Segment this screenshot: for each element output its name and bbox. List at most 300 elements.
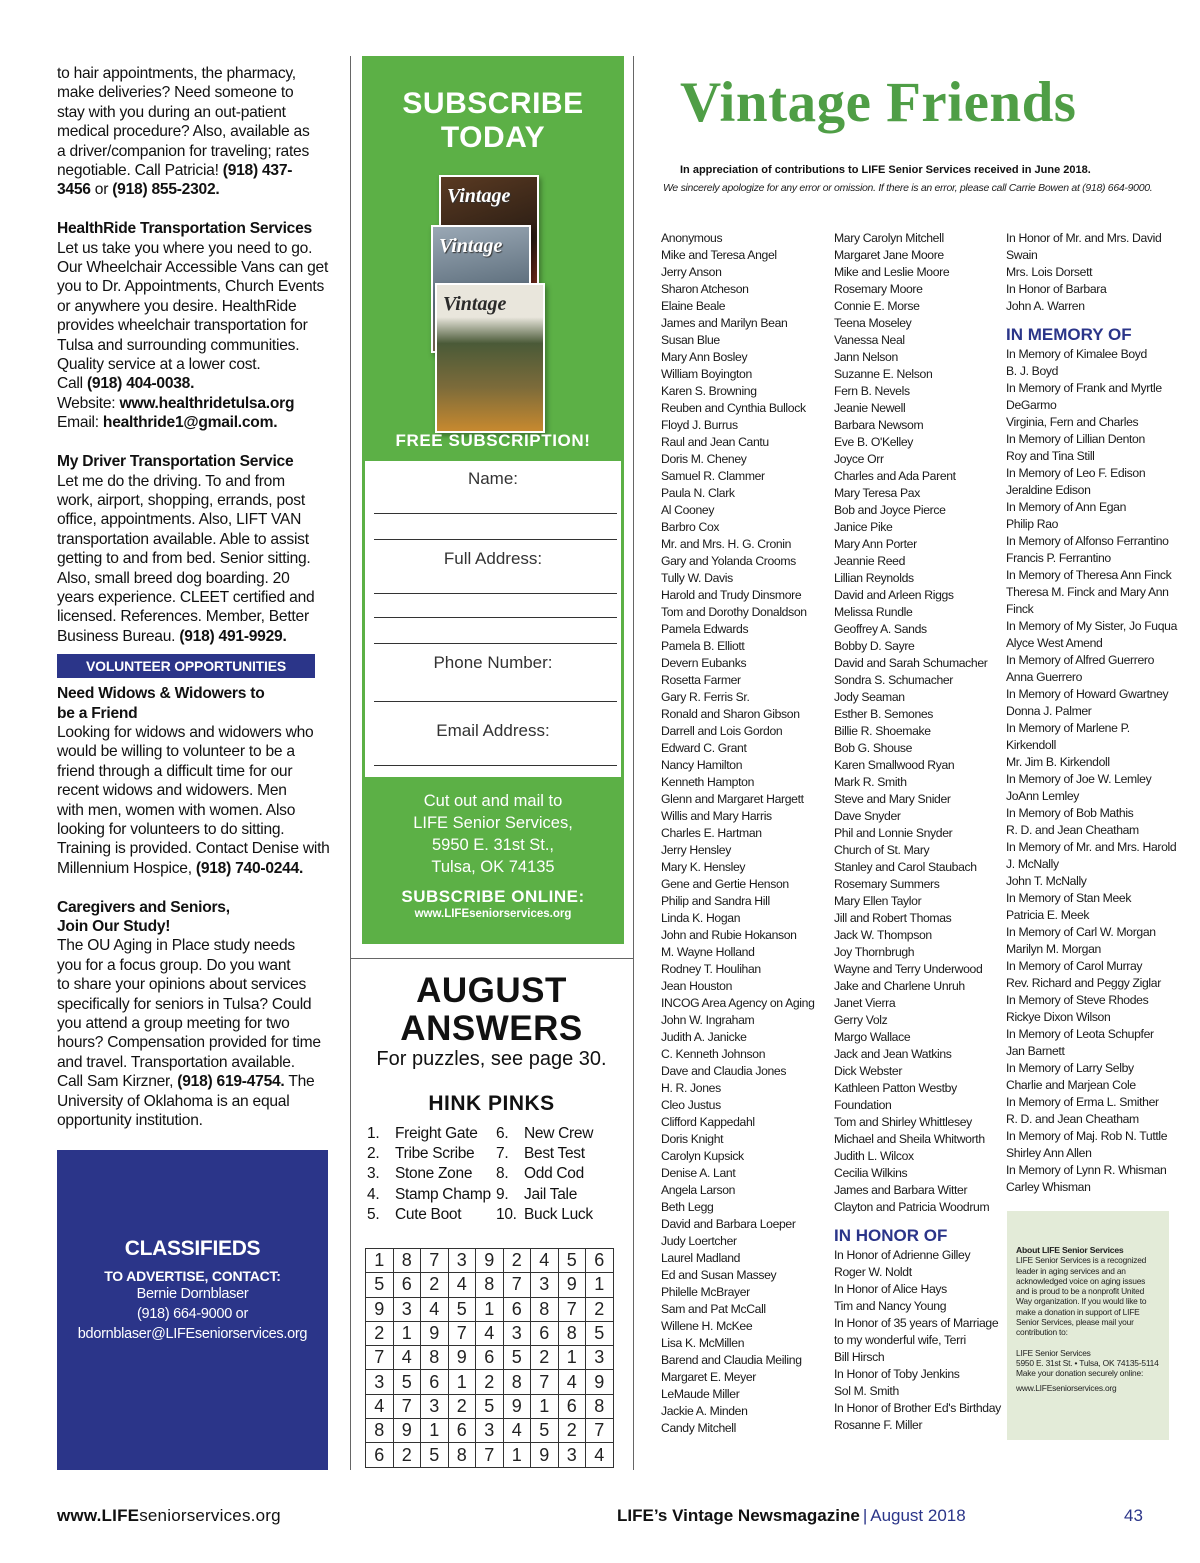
hink-pinks-column (367, 1124, 491, 1225)
memory-entry: R. D. and Jean Cheatham (1006, 823, 1139, 837)
honor-entry: In Honor of Toby Jenkins (834, 1367, 960, 1381)
sudoku-cell: 6 (393, 1273, 421, 1297)
hink-number: 3. (367, 1165, 380, 1183)
sudoku-cell: 8 (476, 1273, 504, 1297)
sudoku-cell: 1 (366, 1249, 394, 1273)
sudoku-cell: 4 (448, 1273, 476, 1297)
hink-answer (496, 1185, 593, 1205)
hink-number: 8. (496, 1165, 509, 1183)
memory-entry: In Memory of My Sister, Jo Fuqua (1006, 619, 1177, 633)
mail-address (365, 790, 621, 878)
hink-number: 4. (367, 1185, 380, 1203)
study-listing (57, 898, 332, 1131)
donor-name: John W. Ingraham (661, 1013, 755, 1027)
memory-entry: In Memory of Marlene P. (1006, 721, 1130, 735)
donor-name: John and Rubie Hokanson (661, 928, 797, 942)
memory-entry: Finck (1006, 602, 1034, 616)
sudoku-cell: 2 (393, 1443, 421, 1467)
sudoku-cell: 3 (448, 1249, 476, 1273)
donor-name: Margaret Jane Moore (834, 248, 944, 262)
healthride-email-label: Email: (57, 414, 103, 432)
memory-entry: In Memory of Howard Gwartney (1006, 687, 1169, 701)
donor-name: Rosetta Farmer (661, 673, 741, 687)
sudoku-cell: 3 (393, 1297, 421, 1321)
sudoku-cell: 5 (366, 1273, 394, 1297)
sudoku-cell: 2 (366, 1321, 394, 1345)
donor-name: Doris Knight (661, 1132, 724, 1146)
sudoku-cell: 5 (421, 1443, 449, 1467)
donor-name: Sondra S. Schumacher (834, 673, 954, 687)
sudoku-cell: 2 (448, 1394, 476, 1418)
honor-entry: Rosanne F. Miller (834, 1418, 923, 1432)
sudoku-cell: 1 (558, 1346, 586, 1370)
sudoku-cell: 8 (448, 1443, 476, 1467)
answers-title-line: ANSWERS (400, 1009, 583, 1048)
sudoku-cell: 1 (503, 1443, 531, 1467)
memory-entry: Patricia E. Meek (1006, 908, 1090, 922)
sudoku-cell: 8 (503, 1370, 531, 1394)
sudoku-cell: 1 (448, 1370, 476, 1394)
donor-name: Kathleen Patton Westby (834, 1081, 957, 1095)
donor-name: Joy Thornbrugh (834, 945, 915, 959)
donor-name: Dave and Claudia Jones (661, 1064, 787, 1078)
healthride-email-link[interactable]: healthride1@gmail.com. (102, 414, 278, 432)
memory-entry: In Memory of Theresa Ann Finck (1006, 568, 1172, 582)
donor-name: Darrell and Lois Gordon (661, 724, 783, 738)
mydriver-line: work, airport, shopping, errands, post (57, 491, 305, 509)
donor-name: Mary Ann Porter (834, 537, 917, 551)
widows-listing (57, 684, 332, 878)
about-line: and is proud to be a nonprofit United (1016, 1286, 1145, 1297)
donor-name: Jake and Charlene Unruh (834, 979, 965, 993)
mydriver-line: licensed. References. Member, Better (57, 608, 309, 626)
sudoku-cell: 4 (531, 1249, 559, 1273)
donor-name: Reuben and Cynthia Bullock (661, 401, 806, 415)
memory-entry: In Memory of Leota Schupfer (1006, 1027, 1154, 1041)
donor-name: Beth Legg (661, 1200, 714, 1214)
donor-name: Al Cooney (661, 503, 715, 517)
hink-number: 7. (496, 1145, 509, 1163)
memory-entry: DeGarmo (1006, 398, 1057, 412)
sudoku-cell: 6 (503, 1297, 531, 1321)
donor-name: Sam and Pat McCall (661, 1302, 766, 1316)
donor-name: David and Barbara Loeper (661, 1217, 796, 1231)
hink-text: Tribe Scribe (395, 1145, 475, 1163)
healthride-line: or anywhere you desire. HealthRide (57, 297, 297, 315)
name-field-line[interactable] (374, 539, 617, 540)
donor-name: Bob and Joyce Pierce (834, 503, 946, 517)
footer-masthead (617, 1506, 966, 1526)
sudoku-cell: 4 (366, 1394, 394, 1418)
memory-entry: Rickye Dixon Wilson (1006, 1010, 1111, 1024)
sudoku-cell: 7 (421, 1249, 449, 1273)
magazine-title: Vintage (443, 293, 507, 315)
donor-name: Kenneth Hampton (661, 775, 754, 789)
donor-name: Billie R. Shoemake (834, 724, 931, 738)
donor-name: Gene and Gertie Henson (661, 877, 789, 891)
donor-name: David and Arleen Riggs (834, 588, 954, 602)
mydriver-listing (57, 452, 332, 646)
subscribe-card (362, 56, 624, 944)
honor-entry: Bill Hirsch (834, 1350, 885, 1364)
donor-name: Stanley and Carol Staubach (834, 860, 977, 874)
donor-name: Margaret E. Meyer (661, 1370, 756, 1384)
intro-line: make deliveries? Need someone to (57, 84, 294, 102)
donor-column (834, 230, 1001, 1434)
donor-name: Janice Pike (834, 520, 893, 534)
honor-entry: In Honor of Alice Hays (834, 1282, 947, 1296)
classifieds-email-link[interactable]: bdornblaser@LIFEseniorservices.org (77, 1326, 308, 1342)
memory-entry: In Memory of Steve Rhodes (1006, 993, 1149, 1007)
magazine-covers (423, 175, 573, 445)
memory-entry: JoAnn Lemley (1006, 789, 1080, 803)
donor-name: Tom and Dorothy Donaldson (661, 605, 807, 619)
honor-entry: In Honor of Mr. and Mrs. David (1006, 231, 1162, 245)
hink-answer (367, 1205, 491, 1225)
study-line: hours? Compensation provided for time (57, 1034, 321, 1052)
donor-name: Mr. and Mrs. H. G. Cronin (661, 537, 792, 551)
donor-name: Samuel R. Clammer (661, 469, 765, 483)
donor-name: Elaine Beale (661, 299, 726, 313)
donor-name: Jack and Jean Watkins (834, 1047, 952, 1061)
memory-entry: In Memory of Carl W. Morgan (1006, 925, 1156, 939)
donor-name: Rodney T. Houlihan (661, 962, 761, 976)
memory-entry: In Memory of Leo F. Edison (1006, 466, 1146, 480)
sudoku-cell: 9 (503, 1394, 531, 1418)
address-field-line[interactable] (374, 617, 617, 618)
about-address-line: Make your donation securely online: (1016, 1368, 1144, 1379)
donor-name: Clayton and Patricia Woodrum (834, 1200, 990, 1214)
footer-url-bold: www.LIFE (57, 1506, 140, 1525)
donor-name: Jerry Anson (661, 265, 722, 279)
sudoku-cell: 2 (503, 1249, 531, 1273)
honor-entry: Sol M. Smith (834, 1384, 899, 1398)
honor-entry: Roger W. Noldt (834, 1265, 912, 1279)
donor-name: Sharon Atcheson (661, 282, 749, 296)
donor-name: Geoffrey A. Sands (834, 622, 927, 636)
donor-name: Gary and Yolanda Crooms (661, 554, 796, 568)
sudoku-cell: 1 (476, 1297, 504, 1321)
donor-name: David and Sarah Schumacher (834, 656, 988, 670)
sudoku-cell: 5 (448, 1297, 476, 1321)
donor-name: James and Barbara Witter (834, 1183, 968, 1197)
about-title: About LIFE Senior Services (1016, 1245, 1124, 1255)
donor-name: Harold and Trudy Dinsmore (661, 588, 802, 602)
study-phone: (918) 619-4754. (177, 1073, 285, 1091)
memory-entry: In Memory of Maj. Rob N. Tuttle (1006, 1129, 1168, 1143)
sudoku-cell: 1 (393, 1321, 421, 1345)
address-field-line[interactable] (374, 643, 617, 644)
donor-name: Jackie A. Minden (661, 1404, 748, 1418)
donor-name: Phil and Lonnie Snyder (834, 826, 953, 840)
name-field[interactable] (374, 513, 617, 514)
donor-name: Lillian Reynolds (834, 571, 914, 585)
donor-name: Jerry Hensley (661, 843, 731, 857)
healthride-call-label: Call (57, 375, 87, 393)
sudoku-cell: 9 (531, 1443, 559, 1467)
donor-name: Rosemary Summers (834, 877, 940, 891)
sudoku-cell: 3 (366, 1370, 394, 1394)
donor-name: Mike and Teresa Angel (661, 248, 777, 262)
sudoku-cell: 8 (366, 1419, 394, 1443)
honor-entry: John A. Warren (1006, 299, 1085, 313)
mydriver-line: office, appointments. Also, LIFT VAN (57, 511, 302, 529)
memory-entry: In Memory of Mr. and Mrs. Harold (1006, 840, 1177, 854)
sudoku-cell: 2 (558, 1419, 586, 1443)
sudoku-cell: 3 (476, 1419, 504, 1443)
donor-name: Michael and Sheila Whitworth (834, 1132, 985, 1146)
donor-name: Mary Carolyn Mitchell (834, 231, 944, 245)
donor-name: Paula N. Clark (661, 486, 735, 500)
donor-name: Vanessa Neal (834, 333, 905, 347)
donor-name: William Boyington (661, 367, 752, 381)
intro-phone-2: (918) 855-2302. (112, 181, 220, 199)
hink-number: 5. (367, 1205, 380, 1223)
honor-entry: In Honor of Adrienne Gilley (834, 1248, 971, 1262)
healthride-website-link[interactable]: www.healthridetulsa.org (119, 394, 295, 412)
memory-entry: In Memory of Alfonso Ferrantino (1006, 534, 1169, 548)
subscribe-footer (365, 777, 621, 941)
memory-entry: In Memory of Alfred Guerrero (1006, 653, 1155, 667)
memory-entry: In Memory of Frank and Myrtle (1006, 381, 1162, 395)
mydriver-line: Business Bureau. (57, 627, 180, 645)
sudoku-cell: 4 (558, 1370, 586, 1394)
intro-paragraph (57, 64, 332, 200)
email-field[interactable] (374, 765, 617, 766)
donor-name: Floyd J. Burrus (661, 418, 738, 432)
study-heading: Caregivers and Seniors, (57, 898, 230, 916)
healthride-line: Let us take you where you need to go. (57, 239, 313, 257)
about-line: Way organization. If you would like to (1016, 1296, 1147, 1307)
donor-name: Tom and Shirley Whittlesey (834, 1115, 972, 1129)
widows-line: Training is provided. Contact Denise with (57, 840, 330, 858)
sudoku-cell: 1 (531, 1394, 559, 1418)
about-box (1007, 1211, 1169, 1440)
donor-name: Jack W. Thompson (834, 928, 932, 942)
study-line: Call Sam Kirzner, (57, 1073, 178, 1091)
donor-name: James and Marilyn Bean (661, 316, 788, 330)
subscribe-title-line: TODAY (440, 121, 546, 154)
subscribe-url-link[interactable]: www.LIFEseniorservices.org (414, 908, 572, 920)
sudoku-cell: 8 (558, 1321, 586, 1345)
healthride-line: Our Wheelchair Accessible Vans can get (57, 259, 329, 277)
hink-text: Odd Cod (524, 1165, 584, 1183)
donor-name: Barbara Newsom (834, 418, 924, 432)
sudoku-cell: 3 (558, 1443, 586, 1467)
donor-name: Carolyn Kupsick (661, 1149, 744, 1163)
study-line: specifically for seniors in Tulsa? Could (57, 995, 312, 1013)
donor-name: Ed and Susan Massey (661, 1268, 777, 1282)
widows-line: with men, women with women. Also (57, 801, 296, 819)
donor-name: Janet Vierra (834, 996, 896, 1010)
donor-name: Glenn and Margaret Hargett (661, 792, 804, 806)
about-address (1016, 1348, 1169, 1379)
classifieds-phone: (918) 664-9000 or (137, 1306, 248, 1322)
hink-answer (496, 1144, 593, 1164)
donor-name: Philip and Sandra Hill (661, 894, 770, 908)
donor-name: Doris M. Cheney (661, 452, 747, 466)
memory-entry: Alyce West Amend (1006, 636, 1103, 650)
sudoku-row (366, 1370, 614, 1394)
sudoku-cell: 5 (393, 1370, 421, 1394)
donor-name: Dick Webster (834, 1064, 903, 1078)
donor-name: Edward C. Grant (661, 741, 747, 755)
healthride-line: you to Dr. Appointments, Church Events (57, 278, 324, 296)
donor-name: Fern B. Nevels (834, 384, 910, 398)
widows-heading-2: be a Friend (57, 704, 138, 722)
about-text (1016, 1255, 1169, 1337)
sudoku-cell: 9 (586, 1370, 614, 1394)
address-field[interactable] (374, 593, 617, 594)
about-line: contribution to: (1016, 1327, 1068, 1338)
mydriver-heading: My Driver Transportation Service (57, 453, 294, 471)
donor-name: H. R. Jones (661, 1081, 721, 1095)
donor-name: Bobby D. Sayre (834, 639, 915, 653)
sudoku-cell: 4 (476, 1321, 504, 1345)
donor-name: C. Kenneth Johnson (661, 1047, 766, 1061)
about-line: make a donation in support of LIFE (1016, 1306, 1140, 1317)
honor-entry: In Honor of 35 years of Marriage (834, 1316, 999, 1330)
donor-name: Judith L. Wilcox (834, 1149, 914, 1163)
donor-name: Mary K. Hensley (661, 860, 746, 874)
donor-name: Dave Snyder (834, 809, 901, 823)
sudoku-cell: 2 (586, 1297, 614, 1321)
donor-name: Rosemary Moore (834, 282, 923, 296)
name-label: Name: (467, 469, 519, 488)
study-line: University of Oklahoma is an equal (57, 1092, 290, 1110)
donor-name: Ronald and Sharon Gibson (661, 707, 800, 721)
sudoku-cell: 3 (421, 1394, 449, 1418)
subscribe-header (365, 59, 621, 461)
donor-name: LeMaude Miller (661, 1387, 740, 1401)
donor-name: Candy Mitchell (661, 1421, 737, 1435)
memory-entry: In Memory of Lillian Denton (1006, 432, 1145, 446)
honor-entry: Tim and Nancy Young (834, 1299, 947, 1313)
donor-name: Pamela B. Elliott (661, 639, 745, 653)
honor-entry: to my wonderful wife, Terri (834, 1333, 966, 1347)
widows-line: Looking for widows and widowers who (57, 723, 314, 741)
email-label: Email Address: (436, 721, 550, 740)
volunteer-banner: VOLUNTEER OPPORTUNITIES (57, 654, 315, 678)
hink-text: Stamp Champ (395, 1185, 491, 1203)
study-line: to share your opinions about services (57, 976, 307, 994)
donor-name: Mary Ellen Taylor (834, 894, 922, 908)
hink-answer (367, 1185, 491, 1205)
sudoku-cell: 4 (393, 1346, 421, 1370)
healthride-listing (57, 219, 332, 432)
sudoku-cell: 5 (558, 1249, 586, 1273)
sudoku-row (366, 1321, 614, 1345)
mydriver-phone: (918) 491-9929. (179, 627, 287, 645)
memory-entry: In Memory of Carol Murray (1006, 959, 1143, 973)
sudoku-cell: 7 (558, 1297, 586, 1321)
donor-name: Willis and Mary Harris (661, 809, 772, 823)
intro-phone-part: 3456 (57, 181, 91, 199)
memory-entry: Theresa M. Finck and Mary Ann (1006, 585, 1169, 599)
sudoku-row (366, 1297, 614, 1321)
donor-name: Suzanne E. Nelson (834, 367, 933, 381)
in-honor-heading: IN HONOR OF (834, 1226, 948, 1245)
memory-entry: Rev. Richard and Peggy Ziglar (1006, 976, 1161, 990)
donor-name: Mary Ann Bosley (661, 350, 748, 364)
page-number: 43 (1124, 1506, 1143, 1525)
sudoku-cell: 9 (476, 1249, 504, 1273)
study-line: The OU Aging in Place study needs (57, 937, 295, 955)
about-line: LIFE Senior Services is a recognized (1016, 1255, 1147, 1266)
hink-number: 6. (496, 1125, 509, 1142)
hink-text: Jail Tale (524, 1185, 578, 1203)
mail-line: 5950 E. 31st St., (432, 836, 554, 854)
vintage-friends-title: Vintage Friends (680, 71, 1077, 134)
memory-entry: Francis P. Ferrantino (1006, 551, 1111, 565)
honor-entry: Swain (1006, 248, 1038, 262)
donor-name: Gary R. Ferris Sr. (661, 690, 750, 704)
sudoku-cell: 1 (421, 1419, 449, 1443)
sudoku-cell: 9 (421, 1321, 449, 1345)
mydriver-line: years experience. CLEET certified and (57, 588, 315, 606)
widows-line: recent widows and widowers. Men (57, 782, 287, 800)
hink-number: 9. (496, 1185, 509, 1203)
answers-title-line: AUGUST (416, 971, 567, 1010)
sudoku-row (366, 1346, 614, 1370)
donor-name: Gerry Volz (834, 1013, 888, 1027)
sudoku-cell: 5 (476, 1394, 504, 1418)
footer-website-link[interactable] (57, 1506, 281, 1526)
donor-name: Laurel Madland (661, 1251, 741, 1265)
memory-entry: Roy and Tina Still (1006, 449, 1095, 463)
memory-entry: Carley Whisman (1006, 1180, 1091, 1194)
sudoku-cell: 5 (503, 1346, 531, 1370)
hink-number: 2. (367, 1145, 380, 1163)
sudoku-cell: 9 (558, 1273, 586, 1297)
honor-entry: In Honor of Barbara (1006, 282, 1107, 296)
memory-entry: In Memory of Bob Mathis (1006, 806, 1134, 820)
answers-subtitle: For puzzles, see page 30. (376, 1048, 607, 1070)
widows-line: Millennium Hospice, (57, 859, 196, 877)
donor-name: Foundation (834, 1098, 892, 1112)
sudoku-cell: 7 (503, 1273, 531, 1297)
sudoku-cell: 7 (393, 1394, 421, 1418)
donor-name: Jill and Robert Thomas (834, 911, 952, 925)
donor-name: Wayne and Terry Underwood (834, 962, 983, 976)
hink-text: Cute Boot (395, 1205, 462, 1223)
subscribe-title (365, 87, 621, 155)
sudoku-cell: 8 (531, 1297, 559, 1321)
intro-line: a driver/companion for traveling; rates (57, 142, 310, 160)
memory-entry: Jan Barnett (1006, 1044, 1065, 1058)
sudoku-cell: 4 (503, 1419, 531, 1443)
healthride-line: Quality service at a lower cost. (57, 356, 261, 374)
footer-magazine-title: LIFE’s Vintage Newsmagazine (617, 1506, 860, 1525)
classifieds-contact-name: Bernie Dornblaser (136, 1286, 249, 1302)
donor-name: Barend and Claudia Meiling (661, 1353, 802, 1367)
phone-field[interactable] (374, 701, 617, 702)
donor-name: Margo Wallace (834, 1030, 911, 1044)
intro-line: medical procedure? Also, available as (57, 123, 310, 141)
hink-text: Stone Zone (395, 1165, 473, 1183)
hink-answer (367, 1124, 491, 1144)
memory-entry: R. D. and Jean Cheatham (1006, 1112, 1139, 1126)
intro-line: stay with you during an out-patient (57, 103, 286, 121)
study-line: you for a focus group. Do you want (57, 956, 291, 974)
donor-name: Lisa K. McMillen (661, 1336, 745, 1350)
study-line: you attend a group meeting for two (57, 1015, 290, 1033)
memory-entry: J. McNally (1006, 857, 1059, 871)
classifieds-subtitle: TO ADVERTISE, CONTACT: (104, 1268, 281, 1284)
mail-line: Tulsa, OK 74135 (431, 858, 555, 876)
about-url-link[interactable]: www.LIFEseniorservices.org (1016, 1382, 1117, 1393)
sudoku-cell: 9 (366, 1297, 394, 1321)
